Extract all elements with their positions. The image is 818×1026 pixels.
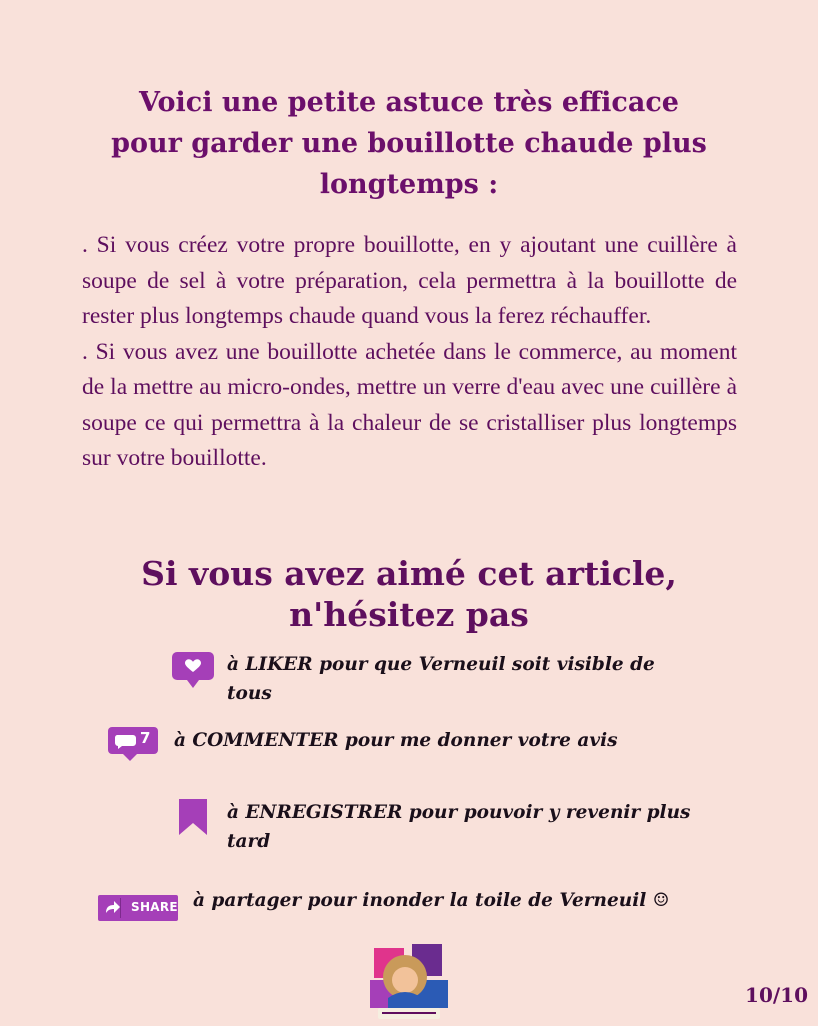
cta-line-1: Si vous avez aimé cet article, [141,554,677,593]
comment-count: 7 [140,729,151,747]
share-action-text: à partager pour inonder la toile de Verneuil ☺ [193,890,670,911]
paragraph-store-bought: . Si vous avez une bouillotte achetée dans le commerce, au moment de la mettre au micro-ondes, mettre un verre d'eau avec une cuillère à soupe ce qui permettra à la chaleur de se cristalliser plus longtemps sur votre bouillotte. [82,338,737,471]
comment-action-text: à COMMENTER pour me donner votre avis [174,730,618,751]
page-title: Voici une petite astuce très efficace pour garder une bouillotte chaude plus longtemps : [111,87,707,200]
author-logo [368,940,454,1026]
bookmark-icon[interactable] [178,798,208,836]
paragraph-homemade: . Si vous créez votre propre bouillotte, en y ajoutant une cuillère à soupe de sel à votre préparation, cela permettra à la bouillotte de rester plus longtemps chaude quand vous la ferez réchauffer. [82,232,737,329]
like-icon[interactable] [171,651,215,689]
cta-line-2: n'hésitez pas [289,595,529,634]
article-body [82,228,737,477]
page-number: 10/10 [745,983,808,1007]
save-action-text: à ENREGISTRER pour pouvoir y revenir plus tard [227,802,691,852]
like-action-text: à LIKER pour que Verneuil soit visible de tous [227,654,655,704]
share-label: SHARE [131,900,178,914]
share-button[interactable] [98,895,178,921]
call-to-action [100,553,718,635]
share-arrow-icon [100,895,122,921]
comment-icon[interactable] [107,726,159,762]
